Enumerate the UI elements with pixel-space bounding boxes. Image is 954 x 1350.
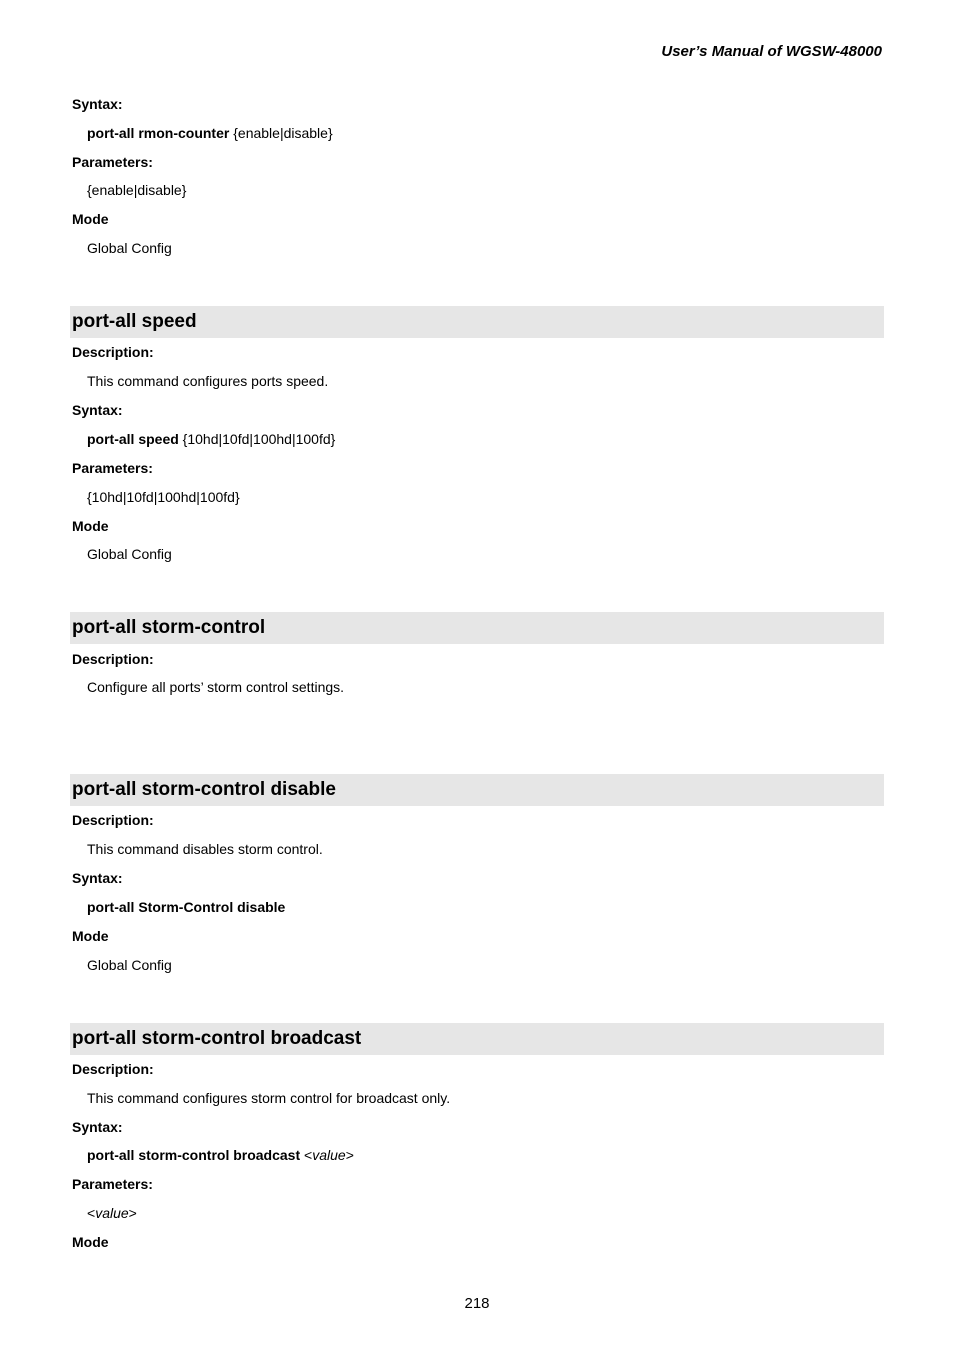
syntax-arg-name: value: [312, 1147, 346, 1163]
param-close: >: [128, 1205, 137, 1221]
mode-value: Global Config: [87, 546, 172, 562]
parameters-value: [87, 1205, 137, 1221]
section-heading-port-all-storm-control-disable: [70, 774, 884, 806]
mode-label: Mode: [72, 518, 109, 534]
mode-label: Mode: [72, 211, 109, 227]
description-label: Description:: [72, 651, 154, 667]
section-heading-port-all-storm-control: [70, 612, 884, 644]
page-number: 218: [464, 1295, 490, 1312]
syntax-arg-open: <: [300, 1147, 313, 1163]
parameters-label: Parameters:: [72, 154, 153, 170]
section-title: port-all storm-control broadcast: [72, 1028, 362, 1049]
section-heading-port-all-speed: [70, 306, 884, 338]
section-heading-port-all-storm-control-broadcast: [70, 1023, 884, 1055]
section-title: port-all speed: [72, 311, 197, 332]
description-label: Description:: [72, 344, 154, 360]
syntax-label: Syntax:: [72, 1119, 123, 1135]
syntax-command: port-all speed: [87, 431, 179, 447]
mode-value: Global Config: [87, 240, 172, 256]
param-name: value: [95, 1205, 129, 1221]
syntax-command: port-all Storm-Control disable: [87, 899, 286, 915]
parameters-label: Parameters:: [72, 460, 153, 476]
description-value: This command configures ports speed.: [87, 373, 329, 389]
parameters-value: {10hd|10fd|100hd|100fd}: [87, 489, 240, 505]
syntax-arg-close: >: [345, 1147, 354, 1163]
syntax-command: port-all rmon-counter: [87, 125, 230, 141]
syntax-arguments: {enable|disable}: [229, 125, 333, 141]
description-value: This command disables storm control.: [87, 841, 323, 857]
running-header: User’s Manual of WGSW-48000: [661, 43, 882, 60]
parameters-value: {enable|disable}: [87, 182, 187, 198]
syntax-label: Syntax:: [72, 402, 123, 418]
syntax-line: [87, 125, 333, 141]
syntax-label: Syntax:: [72, 96, 123, 112]
section-title: port-all storm-control: [72, 617, 266, 638]
section-title: port-all storm-control disable: [72, 779, 336, 800]
description-label: Description:: [72, 812, 154, 828]
mode-label: Mode: [72, 1234, 109, 1250]
param-open: <: [87, 1205, 96, 1221]
syntax-line: [87, 1147, 354, 1163]
description-value: Configure all ports’ storm control settings.: [87, 679, 345, 695]
syntax-label: Syntax:: [72, 870, 123, 886]
syntax-command: port-all storm-control broadcast: [87, 1147, 301, 1163]
syntax-arguments: {10hd|10fd|100hd|100fd}: [178, 431, 336, 447]
mode-label: Mode: [72, 928, 109, 944]
description-value: This command configures storm control for broadcast only.: [87, 1090, 451, 1106]
description-label: Description:: [72, 1061, 154, 1077]
parameters-label: Parameters:: [72, 1176, 153, 1192]
mode-value: Global Config: [87, 957, 172, 973]
syntax-line: [87, 431, 335, 447]
